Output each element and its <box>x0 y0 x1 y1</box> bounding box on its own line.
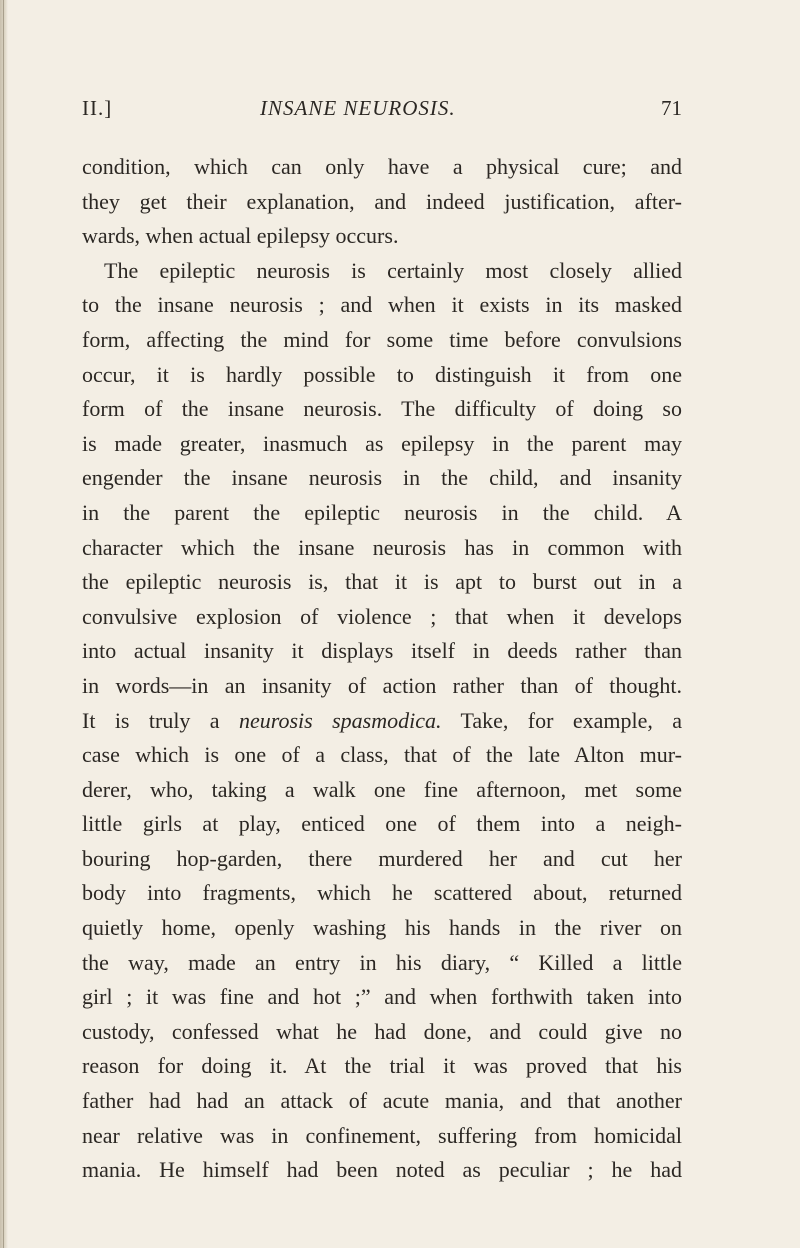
text-line: into actual insanity it displays itself in deeds rather than <box>82 638 682 664</box>
text-line: in words—in an insanity of action rather than of thought. <box>82 672 682 698</box>
text-line-with-italic <box>82 704 682 739</box>
text-line: mania. He himself had been noted as peculiar ; he had <box>82 1157 682 1183</box>
text-line: little girls at play, enticed one of them into a neigh- <box>82 811 682 837</box>
text-line: girl ; it was fine and hot ;” and when forthwith taken into <box>82 984 682 1010</box>
page-edge-line <box>3 0 4 1248</box>
text-line: near relative was in confinement, suffering from homicidal <box>82 1122 682 1148</box>
text-line: the epileptic neurosis is, that it is apt to burst out in a <box>82 569 682 595</box>
text-line: body into fragments, which he scattered about, returned <box>82 880 682 906</box>
paragraph-start-line: The epileptic neurosis is certainly most closely allied <box>104 257 682 283</box>
text-segment: It is truly a <box>82 707 239 733</box>
text-line: case which is one of a class, that of the late Alton mur- <box>82 742 682 768</box>
text-line: to the insane neurosis ; and when it exists in its masked <box>82 292 682 318</box>
text-line: occur, it is hardly possible to distinguish it from one <box>82 361 682 387</box>
running-title: INSANE NEUROSIS. <box>260 96 456 120</box>
text-line: condition, which can only have a physical cure; and <box>82 154 682 179</box>
running-head <box>82 96 682 130</box>
text-line: father had had an attack of acute mania, and that another <box>82 1088 682 1114</box>
text-line: they get their explanation, and indeed justification, after- <box>82 188 682 214</box>
text-line: character which the insane neurosis has in common with <box>82 534 682 560</box>
text-line: in the parent the epileptic neurosis in the child. A <box>82 499 682 525</box>
text-line: bouring hop-garden, there murdered her and cut her <box>82 845 682 871</box>
text-line: form, affecting the mind for some time before convulsions <box>82 326 682 352</box>
text-line: custody, confessed what he had done, and could give no <box>82 1018 682 1044</box>
text-line: derer, who, taking a walk one fine afternoon, met some <box>82 776 682 802</box>
text-line: wards, when actual epilepsy occurs. <box>82 223 399 249</box>
text-line: reason for doing it. At the trial it was proved that his <box>82 1053 682 1079</box>
text-line: form of the insane neurosis. The difficulty of doing so <box>82 396 682 422</box>
page-edge <box>0 0 8 1248</box>
text-line: convulsive explosion of violence ; that when it develops <box>82 603 682 629</box>
text-segment: Take, for example, a <box>441 707 682 733</box>
text-line: quietly home, openly washing his hands in the river on <box>82 915 682 941</box>
text-line: engender the insane neurosis in the child, and insanity <box>82 465 682 491</box>
text-line: is made greater, inasmuch as epilepsy in the parent may <box>82 430 682 456</box>
section-number: II.] <box>82 96 113 120</box>
page-number: 71 <box>661 96 682 120</box>
italic-phrase: neurosis spasmodica. <box>238 707 442 733</box>
text-line: the way, made an entry in his diary, “ Killed a little <box>82 949 682 975</box>
body-text <box>82 150 682 1188</box>
